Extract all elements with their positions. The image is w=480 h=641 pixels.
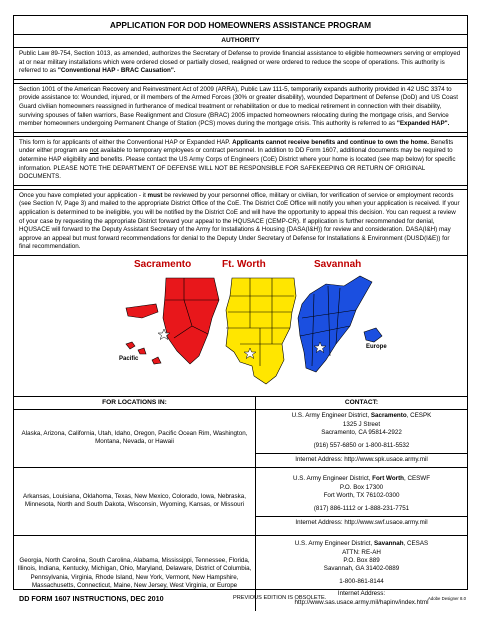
ftworth-region [226,278,296,384]
p3-text-c: available to temporary employees or contract personnel. In addition to DD Form 1607, additional documents may be required to determine HAP eligibility and benefits. Please contact the US Army Corps of Engineers (CoE) District where your home is located (see map below) for specific information. PLEASE NOTE THE DEPARTMENT OF DEFENSE WILL NOT BE RESPONSIBLE FOR SAFEKEEPING OR RETURN OF ORIGINAL DOCUMENTS. [19,147,456,181]
p3-text-b: Benefits under either program are [19,138,454,155]
district-name: Fort Worth [372,475,404,483]
p1-bold: "Conventional HAP - BRAC Causation". [57,67,176,75]
address-line: P.O. Box 17300 [339,483,384,491]
row-states: Alaska, Arizona, California, Utah, Idaho, Oregon, Pacific Ocean Rim, Washington, Montana, Nevada, or Hawaii [14,409,256,467]
district-label: U.S. Army Engineer District, [291,412,371,420]
sacramento-map-title: Sacramento [134,258,192,270]
p2-bold: "Expanded HAP". [396,120,450,128]
authority-paragraph-2 [14,83,467,133]
address-line: P.O. Box 889 [343,557,380,565]
row-contact [256,467,468,535]
europe-label: Europe [366,343,387,350]
p1-text: Public Law 89-754, Section 1013, as amended, authorizes the Secretary of Defense to provide financial assistance to eligible homeowners serving or employed at or near military installations which were ordered closed or partially closed, realigned or were ordered to reduce the scope of operations. This authority is referred to as [19,50,461,75]
form-footer [13,592,468,606]
p3-bold: Applicants cannot receive benefits and continue to own the home. [232,138,429,146]
internet-label: Internet Address: [337,590,386,598]
phone-number: 1-800-861-8144 [339,577,384,585]
address-city: Savannah, GA 31402-0889 [323,565,400,573]
district-code: , CESPK [406,412,432,420]
table-row [14,467,467,535]
locations-col-header: FOR LOCATIONS IN: [14,397,256,410]
savannah-region [298,276,382,372]
table-row [14,409,467,467]
row-contact [256,409,468,467]
district-label: U.S. Army Engineer District, [294,540,374,548]
address-attn: ATTN: RE-AH [342,548,381,556]
pacific-label: Pacific [119,355,139,362]
savannah-map-title: Savannah [314,258,362,270]
internet-address-link[interactable]: Internet Address: http://www.swf.usace.army.mil [256,516,467,527]
eligibility-paragraph [14,136,467,186]
district-name: Savannah [373,540,404,548]
internet-address-link[interactable]: http://www.sas.usace.army.mil/hapinv/index.html [294,598,429,606]
district-map [14,256,467,397]
p4-bold: must [147,191,163,199]
phone-number: (817) 886-1112 or 1-888-231-7751 [313,504,410,512]
phone-number: (916) 557-6850 or 1-800-811-5532 [313,441,410,449]
p3-text-a: This form is for applicants of either the Conventional HAP or Expanded HAP. [19,138,233,146]
p3-underline: not [89,147,99,155]
designer-note: Adobe Designer 8.0 [428,596,466,601]
locations-table [14,397,467,612]
district-code: , CESAS [403,540,429,548]
district-name: Sacramento [370,412,407,420]
address-city: Fort Worth, TX 76102-0300 [323,492,400,500]
p2-text: Section 1001 of the American Recovery and Reinvestment Act of 2009 (ARRA), Public Law 111-5, temporarily expands authority provided in 42 USC 3374 to provide assistance to: Wounded, injured, or ill members of the Armed Forces (30% or greater disability), wounded Department of Defense (DoD) and US Coast Guard civilian homeowners reassigned in furtherance of medical treatment or rehabilitation or due to medical retirement in connection with their disability, surviving spouses of fallen warriors, Base Realignment and Closure (BRAC) 2005 impacted homeowners relocating during the mortgage crisis, and Service member homeowners undergoing Permanent Change of Station (PCS) moves during the mortgage crisis. This authority is referred to as [19,85,458,128]
internet-address-link[interactable]: Internet Address: http://www.spk.usace.army.mil [256,453,467,464]
row-states: Georgia, North Carolina, South Carolina, Alabama, Mississippi, Tennessee, Florida, Illinois, Indiana, Kentucky, Michigan, Ohio, Maryland, Delaware, District of Columbia, Pennsylvania, Virginia, Rhode Island, New York, Vermont, New Hampshire, Massachusetts, Connecticut, Maine, New Jersey, West Virginia, or Europe [14,535,256,611]
district-label: U.S. Army Engineer District, [292,475,373,483]
sacramento-region [126,278,219,364]
review-paragraph [14,189,467,256]
form-number: DD FORM 1607 INSTRUCTIONS, DEC 2010 [19,594,164,603]
p4-text-b: be reviewed by your personnel office, military or civilian, for verification of service or employment records (see Section IV, Page 3) and mailed to the appropriate District Office of the CoE. The District CoE Office will notify you when your application is received. If your application is determined to be ineligible, you will be notified by the District CoE and will have the opportunity to appeal this decision. You can request a review of your case by requesting the appropriate District forward your appeal to the HQUSACE (CEMP-CR). If application is further recommended for denial, HQUSACE will forward to the Deputy Assistant Secretary of the Army for Installations & Housing (DASA(I&H)) for review and consideration. DASA(I&H) may approve an appeal but must forward recommendations for denial to the Deputy Under Secretary of Defense for Installations & Environment (DUSD(I&E)) for final recommendation. [19,191,460,251]
p4-text-a: Once you have completed your application - it [19,191,148,199]
district-map-graphic [14,256,467,396]
address-line: 1325 J Street [342,420,381,428]
district-code: , CESWF [403,475,431,483]
address-city: Sacramento, CA 95814-2922 [321,429,402,437]
authority-paragraph-1 [14,48,467,80]
form-title: APPLICATION FOR DOD HOMEOWNERS ASSISTANCE PROGRAM [14,16,467,35]
ftworth-map-title: Ft. Worth [222,258,266,270]
contact-col-header: CONTACT: [256,397,468,410]
authority-heading: AUTHORITY [14,35,467,48]
row-states: Arkansas, Louisiana, Oklahoma, Texas, New Mexico, Colorado, Iowa, Nebraska, Minnesota, North and South Dakota, Wisconsin, Wyoming, Kansas, or Missouri [14,467,256,535]
table-header [14,397,467,410]
previous-edition-note: PREVIOUS EDITION IS OBSOLETE. [233,595,327,601]
